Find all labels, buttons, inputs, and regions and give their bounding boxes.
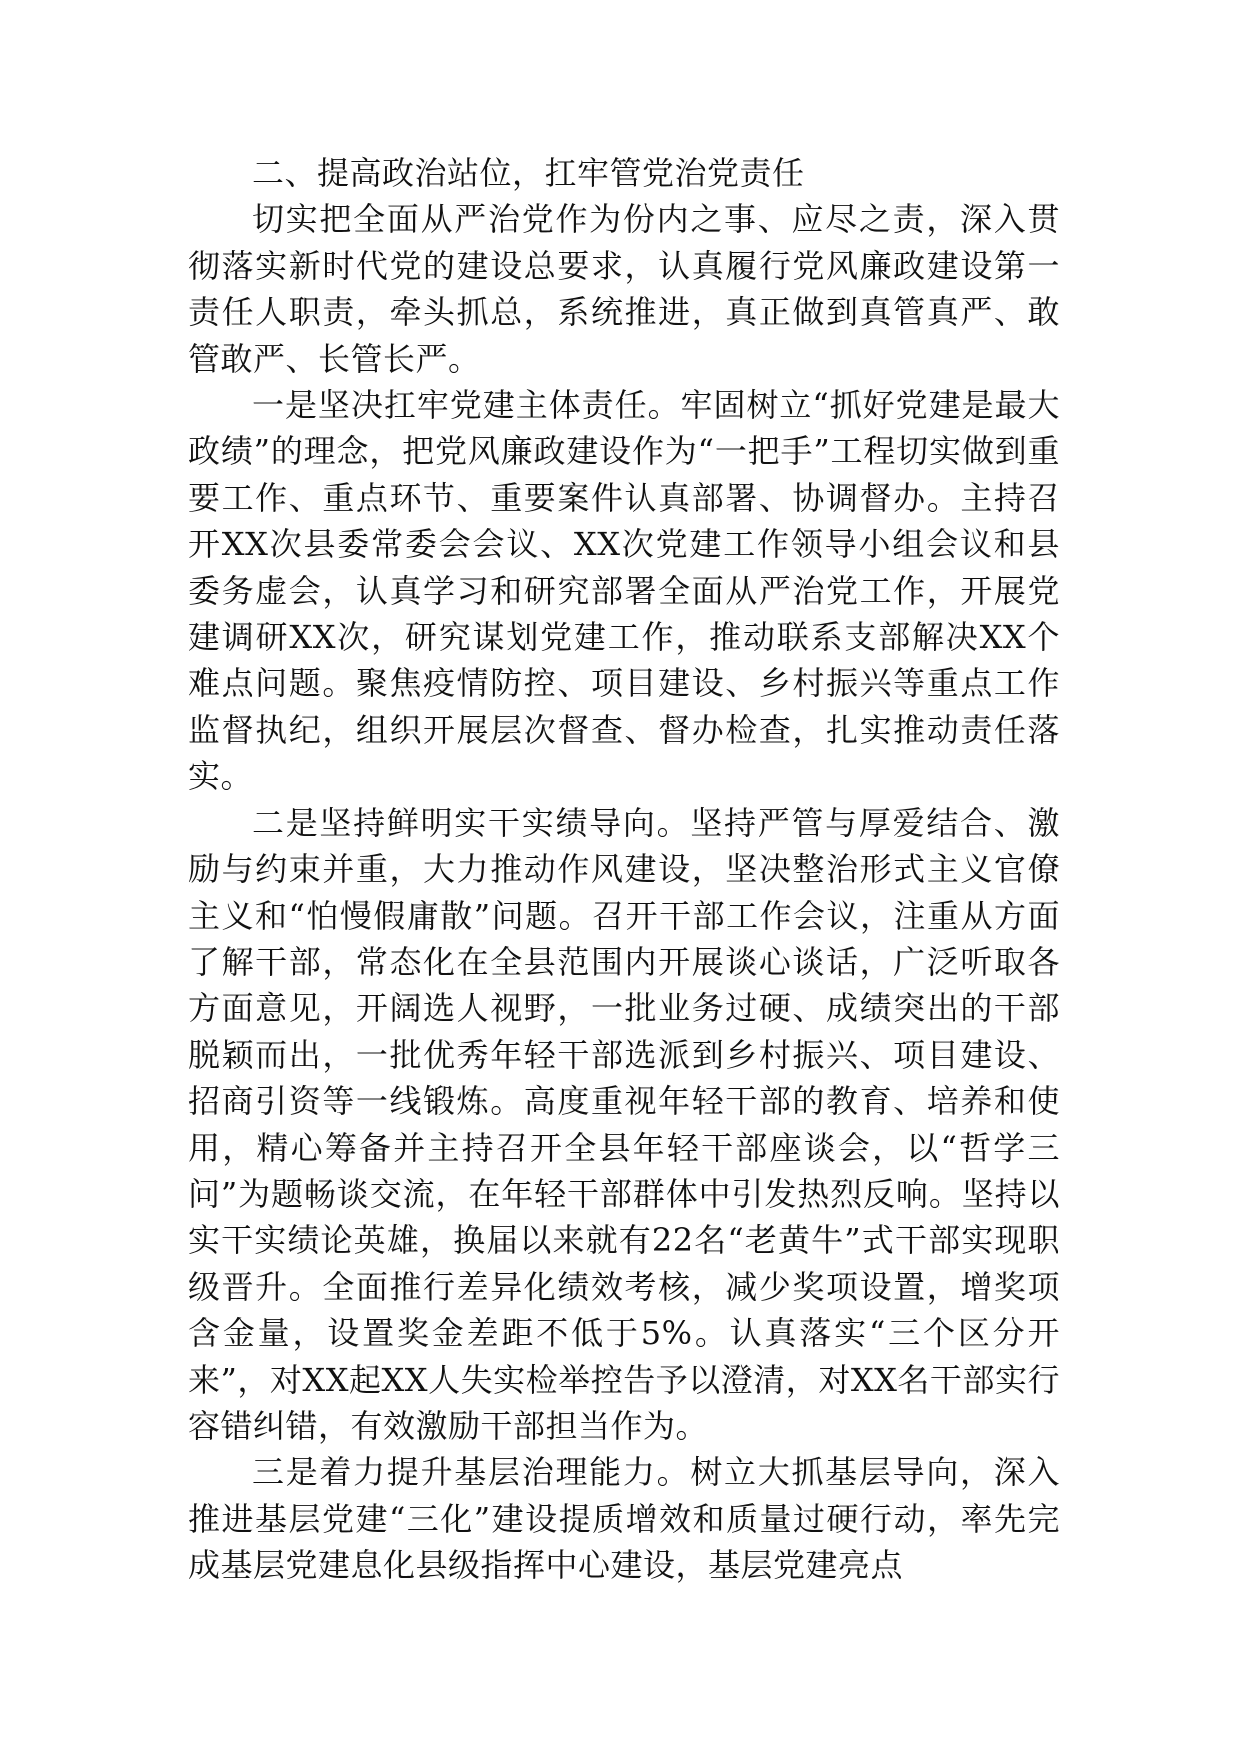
paragraph-party-responsibility: 一是坚决扛牢党建主体责任。牢固树立“抓好党建是最大政绩”的理念，把党风廉政建设作为“一把手”工程切实做到重要工作、重点环节、重要案件认真部署、协调督办。主持召开XX次县委常委会会议、XX次党建工作领导小组会议和县委务虚会，认真学习和研究部署全面从严治党工作，开展党建调研XX次，研究谋划党建工作，推动联系支部解决XX个难点问题。聚焦疫情防控、项目建设、乡村振兴等重点工作监督执纪，组织开展层次督查、督办检查，扎实推动责任落实。	[188, 386, 1060, 796]
section-heading: 二、提高政治站位，扛牢管党治党责任	[252, 154, 805, 192]
paragraph-performance-orientation: 二是坚持鲜明实干实绩导向。坚持严管与厚爱结合、激励与约束并重，大力推动作风建设，坚决整治形式主义官僚主义和“怕慢假庸散”问题。召开干部工作会议，注重从方面了解干部，常态化在全县范围内开展谈心谈话，广泛听取各方面意见，开阔选人视野，一批业务过硬、成绩突出的干部脱颖而出，一批优秀年轻干部选派到乡村振兴、项目建设、招商引资等一线锻炼。高度重视年轻干部的教育、培养和使用，精心筹备并主持召开全县年轻干部座谈会，以“哲学三问”为题畅谈交流，在年轻干部群体中引发热烈反响。坚持以实干实绩论英雄，换届以来就有22名“老黄牛”式干部实现职级晋升。全面推行差异化绩效考核，减少奖项设置，增奖项含金量，设置奖金差距不低于5%。认真落实“三个区分开来”，对XX起XX人失实检举控告予以澄清，对XX名干部实行容错纠错，有效激励干部担当作为。	[188, 803, 1060, 1445]
paragraph-intro: 切实把全面从严治党作为份内之事、应尽之责，深入贯彻落实新时代党的建设总要求，认真履行党风廉政建设第一责任人职责，牵头抓总，系统推进，真正做到真管真严、敢管敢严、长管长严。	[188, 200, 1060, 378]
document-body	[188, 150, 1060, 1589]
paragraph-grassroots-governance: 三是着力提升基层治理能力。树立大抓基层导向，深入推进基层党建“三化”建设提质增效和质量过硬行动，率先完成基层党建息化县级指挥中心建设，基层党建亮点	[188, 1453, 1060, 1585]
